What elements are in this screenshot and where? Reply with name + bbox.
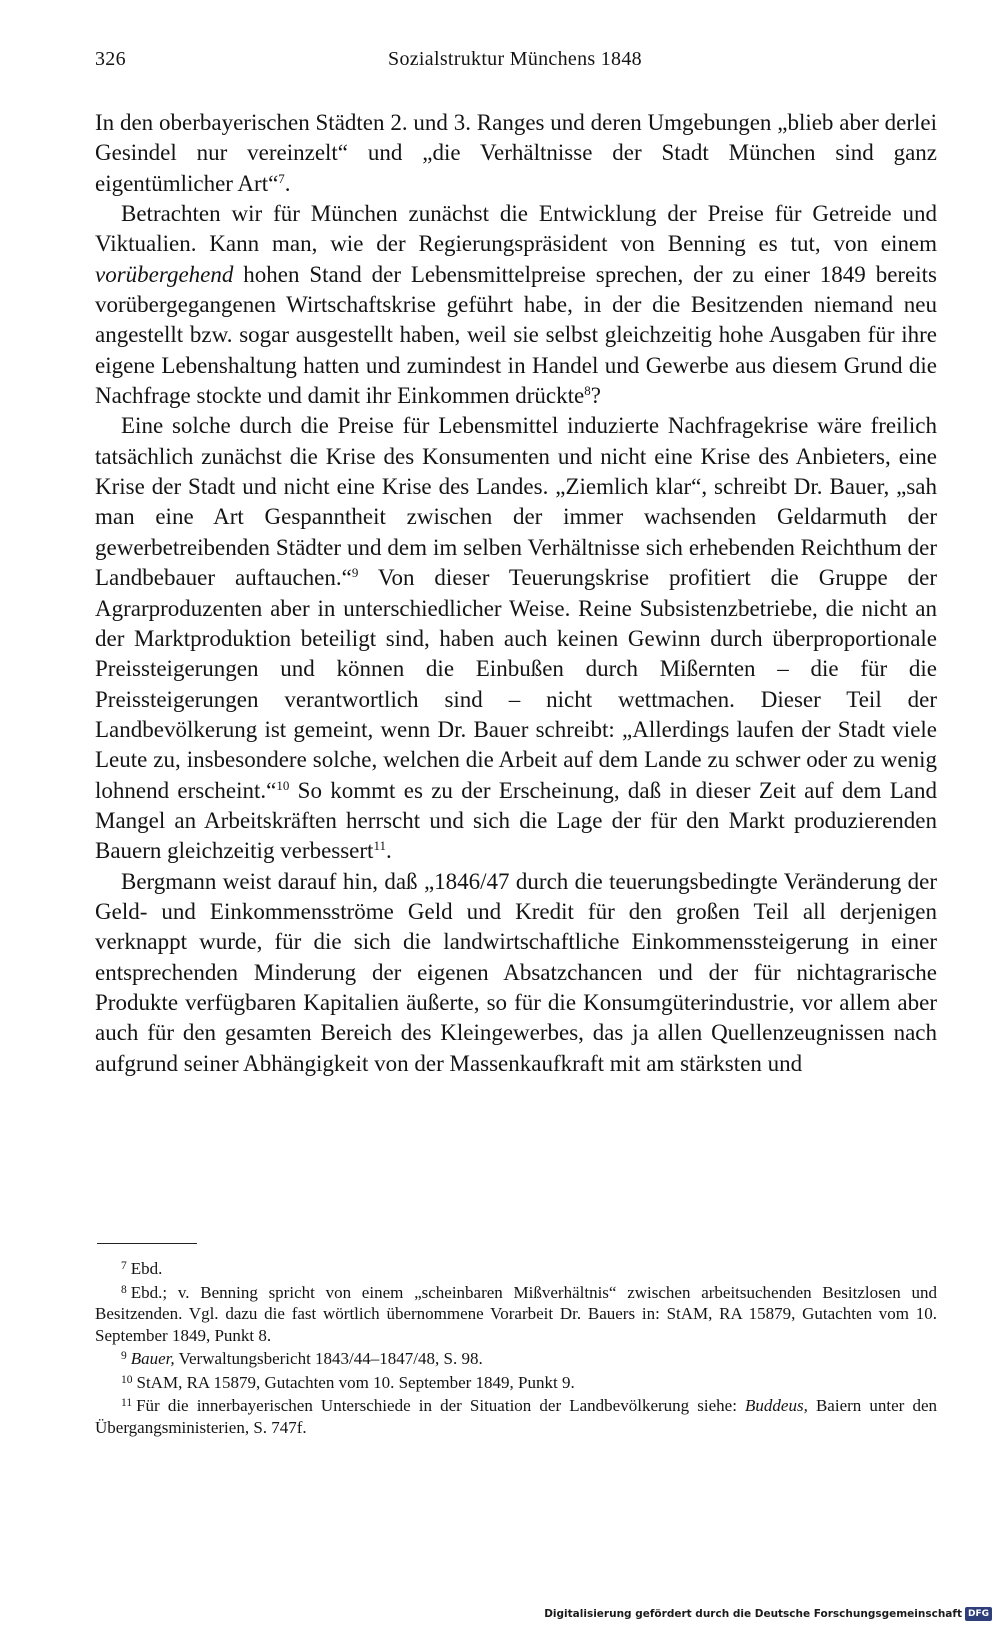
footnote-ref-11: 11 <box>373 838 386 854</box>
paragraph-1 <box>95 108 937 199</box>
footnote-8 <box>95 1280 937 1347</box>
footnote-text: Verwaltungsbericht 1843/44–1847/48, S. 98. <box>174 1349 483 1368</box>
paragraph-2-text-a: Betrachten wir für München zunächst die Entwicklung der Preise für Getreide und Viktualien. Kann man, wie der Regierungspräsident von Benning es tut, von einem <box>95 201 937 257</box>
footnote-number: 9 <box>121 1350 127 1362</box>
footnote-11 <box>95 1393 937 1438</box>
page-number: 326 <box>95 48 126 70</box>
footnote-9 <box>95 1346 937 1370</box>
footnote-number: 8 <box>121 1283 127 1296</box>
paragraph-2 <box>95 199 937 411</box>
body-text <box>95 108 937 1079</box>
digitization-credit-text: Digitalisierung gefördert durch die Deutsche Forschungsgemeinschaft <box>544 1608 962 1620</box>
footnote-author: Bauer, <box>130 1349 175 1368</box>
paragraph-3 <box>95 411 937 866</box>
paragraph-3-text-a: Eine solche durch die Preise für Lebensmittel induzierte Nachfragekrise wäre freilich tatsächlich zunächst die Krise des Konsumenten und nicht eine Krise des Anbieters, eine Krise der Stadt und nicht eine Krise des Landes. „Ziemlich klar“, schreibt Dr. Bauer, „sah man eine Art Gespanntheit zwischen der immer wachsenden Geldarmuth der gewerbetreibenden Städter und dem im selben Verhältnisse sich erhebenden Reichthum der Landbebauer auftauchen.“ <box>95 413 937 591</box>
footnote-10 <box>95 1370 937 1394</box>
footnote-text: Ebd.; v. Benning spricht von einem „scheinbaren Mißverhältnis“ zwischen arbeitsuchenden Besitzlosen und Besitzenden. Vgl. dazu die fast wörtlich übernommene Vorarbeit Dr. Bauers in: StAM, RA 15879, Gutachten vom 10. September 1849, Punkt 8. <box>95 1282 937 1345</box>
footnote-divider <box>97 1243 197 1244</box>
footnote-number: 11 <box>121 1397 133 1409</box>
running-title: Sozialstruktur Münchens 1848 <box>388 48 642 70</box>
paragraph-2-text-b: hohen Stand der Lebensmittelpreise sprechen, der zu einer 1849 bereits vorübergegangenen Wirtschaftskrise geführt habe, in der die Besitzenden niemand neu angestellt bzw. sogar ausgestellt haben, weil sie selbst gleichzeitig hohe Ausgaben für ihre eigene Lebenshaltung hatten und zumindest in Handel und Gewerbe aus diesem Grund die Nachfrage stockte und damit ihr Einkommen drückte <box>95 261 937 409</box>
paragraph-3-text-b: Von dieser Teuerungskrise profitiert die Gruppe der Agrarproduzenten aber in unterschiedlicher Weise. Reine Subsistenzbetriebe, die nicht an der Marktproduktion beteiligt sind, haben auch keinen Gewinn durch überproportionale Preissteigerungen und können die Einbußen durch Mißernten – die für die Preissteigerungen verantwortlich sind – nicht wettmachen. Dieser Teil der Landbevölkerung ist gemeint, wenn Dr. Bauer schreibt: „Allerdings laufen der Stadt viele Leute zu, insbesondere solche, welchen die Arbeit auf dem Lande zu schwer oder zu wenig lohnend erscheint.“ <box>95 565 937 803</box>
footnote-text-b: Baiern unter den Übergangsministerien, S. 747f. <box>95 1396 937 1437</box>
footnote-author: Buddeus, <box>745 1396 808 1415</box>
paragraph-3-text-c: So kommt es zu der Erscheinung, daß in dieser Zeit auf dem Land Mangel an Arbeitskräften herrscht und sich die Lage der für den Markt produzierenden Bauern gleichzeitig verbessert <box>95 777 937 864</box>
footnote-ref-8: 8 <box>584 383 591 399</box>
footnote-7 <box>95 1256 937 1280</box>
footnote-text: StAM, RA 15879, Gutachten vom 10. September 1849, Punkt 9. <box>136 1372 575 1392</box>
footnote-ref-7: 7 <box>278 170 285 186</box>
footnote-text: Ebd. <box>130 1259 163 1278</box>
page-header <box>95 48 935 78</box>
emphasis-vorubergehend: vorübergehend <box>95 261 234 287</box>
paragraph-1-end: . <box>284 170 291 196</box>
footnote-number: 7 <box>121 1260 127 1272</box>
dfg-logo-icon: DFG <box>965 1607 992 1621</box>
digitization-credit <box>544 1606 992 1622</box>
footnote-number: 10 <box>121 1373 133 1386</box>
footnote-ref-10: 10 <box>276 777 290 793</box>
paragraph-3-end: . <box>385 838 392 864</box>
footnote-text: Für die innerbayerischen Unterschiede in der Situation der Landbevölkerung siehe: <box>136 1396 746 1415</box>
paragraph-1-text: In den oberbayerischen Städten 2. und 3. Ranges und deren Umgebungen „blieb aber derlei Gesindel nur vereinzelt“ und „die Verhältnisse der Stadt München sind ganz eigentümlicher Art“ <box>95 110 937 196</box>
footnotes <box>95 1256 937 1438</box>
paragraph-2-end: ? <box>590 383 601 409</box>
paragraph-4: Bergmann weist darauf hin, daß „1846/47 durch die teuerungsbedingte Veränderung der Geld- und Einkommensströme Geld und Kredit für den großen Teil all derjenigen verknappt wurde, für die sich die landwirtschaftliche Einkommenssteigerung in einer entsprechenden Minderung der eigenen Absatzchancen und der für nichtagrarische Produkte verfügbaren Kapitalien äußerte, so für die Konsumgüterindustrie, vor allem aber auch für den gesamten Bereich des Kleingewerbes, das ja allen Quellenzeugnissen nach aufgrund seiner Abhängigkeit von der Massenkaufkraft mit am stärksten und <box>95 868 937 1076</box>
footnote-ref-9: 9 <box>351 565 359 581</box>
